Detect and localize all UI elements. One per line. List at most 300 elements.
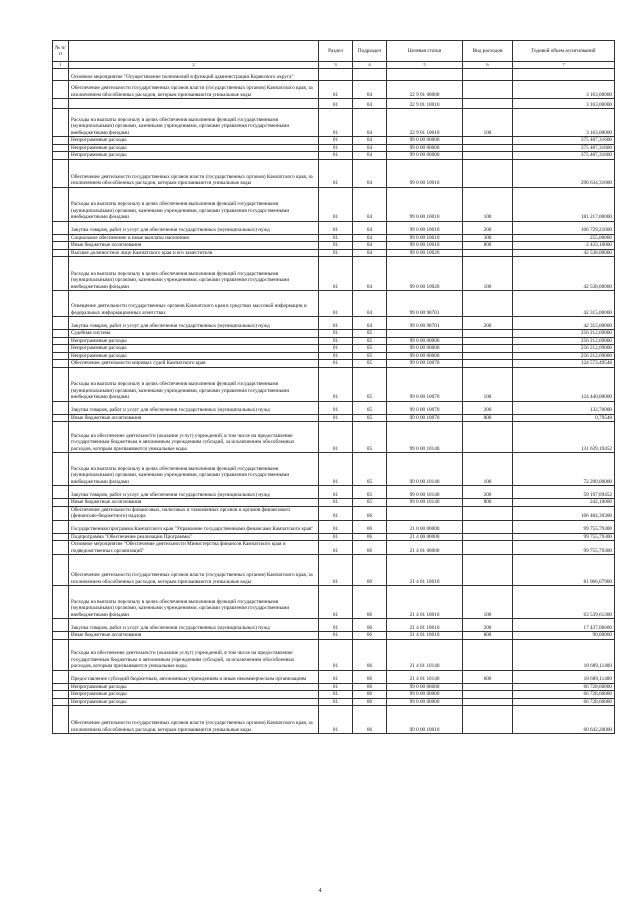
row-sum-cell: 66 728,60000 <box>513 691 615 699</box>
row-vr-cell: 800 <box>463 242 513 250</box>
row-sum-cell: 124 573,49548 <box>513 360 615 368</box>
row-csr-cell: 99 0 00 00000 <box>387 137 463 145</box>
row-podrazdel-cell: 06 <box>353 506 387 520</box>
row-csr-cell: 99 0 00 10140 <box>387 499 463 507</box>
row-csr-cell: 99 0 00 10070 <box>387 360 463 368</box>
column-number: 2 <box>69 62 319 69</box>
table-row <box>53 337 615 345</box>
header-cell-csr: Целевая статья <box>387 41 463 62</box>
row-sum-cell: 90,00000 <box>513 632 615 640</box>
row-razdel-cell: 01 <box>319 541 353 555</box>
row-sum-cell: 255,00000 <box>513 234 615 242</box>
row-csr-cell: 21 4 00 00000 <box>387 533 463 541</box>
row-podrazdel-cell: 04 <box>353 257 387 291</box>
table-row <box>53 698 615 706</box>
row-number-cell <box>53 234 69 242</box>
row-razdel-cell: 01 <box>319 249 353 257</box>
row-vr-cell: 200 <box>463 317 513 330</box>
row-number-cell <box>53 137 69 145</box>
row-sum-cell: 99 755,79300 <box>513 541 615 555</box>
row-razdel-cell: 01 <box>319 109 353 137</box>
table-row <box>53 506 615 520</box>
row-podrazdel-cell: 06 <box>353 691 387 699</box>
row-number-cell <box>53 639 69 670</box>
table-row <box>53 691 615 699</box>
row-number-cell <box>53 249 69 257</box>
row-sum-cell: 256 212,69000 <box>513 345 615 353</box>
column-number: 7 <box>513 62 615 69</box>
row-csr-cell: 99 0 00 00000 <box>387 144 463 152</box>
row-razdel-cell: 01 <box>319 221 353 234</box>
row-name-cell: Расходы на обеспечение деятельности (оказание услуг) учреждений, в том числе на предоставление государственным бюджетным и автономным учреждениям субсидий, за исключением обособленных расходов, которым присваиваются уникальные коды <box>69 639 319 670</box>
row-number-cell <box>53 221 69 234</box>
row-csr-cell: 99 0 00 98701 <box>387 291 463 317</box>
table-row <box>53 242 615 250</box>
row-sum-cell: 256 212,69000 <box>513 330 615 338</box>
row-name-cell: Иные бюджетные ассигнования <box>69 414 319 422</box>
row-number-cell <box>53 499 69 507</box>
row-podrazdel-cell: 04 <box>353 137 387 145</box>
row-sum-cell: 375 487,31600 <box>513 137 615 145</box>
row-number-cell <box>53 506 69 520</box>
table-row <box>53 453 615 486</box>
row-name-cell: Судебная система <box>69 330 319 338</box>
row-podrazdel-cell: 04 <box>353 291 387 317</box>
row-podrazdel-cell: 04 <box>353 234 387 242</box>
row-sum-cell: 42 315,00000 <box>513 317 615 330</box>
row-name-cell: Непрограммные расходы <box>69 691 319 699</box>
row-number-cell <box>53 99 69 109</box>
row-name-cell: Расходы на выплаты персоналу в целях обеспечения выполнения функций государственными (муниципальными) органами, казенными учреждениями, органами управления государственными внебюджетными фондами <box>69 187 319 221</box>
row-vr-cell: 100 <box>463 187 513 221</box>
row-number-cell <box>53 706 69 734</box>
table-row <box>53 683 615 691</box>
row-number-cell <box>53 152 69 160</box>
header-cell-vr: Вид расходов <box>463 41 513 62</box>
table-row <box>53 706 615 734</box>
row-sum-cell: 60 642,20000 <box>513 706 615 734</box>
row-number-cell <box>53 360 69 368</box>
row-podrazdel-cell: 05 <box>353 422 387 453</box>
row-csr-cell: 22 9 01 00000 <box>387 81 463 99</box>
row-razdel-cell: 01 <box>319 234 353 242</box>
table-row <box>53 152 615 160</box>
row-podrazdel-cell: 06 <box>353 541 387 555</box>
table-row <box>53 352 615 360</box>
header-cell-sum: Годовой объем ассигнований <box>513 41 615 62</box>
row-csr-cell: 99 0 00 10140 <box>387 486 463 499</box>
row-razdel-cell: 01 <box>319 414 353 422</box>
column-number: 5 <box>387 62 463 69</box>
row-csr-cell: 99 0 00 10070 <box>387 367 463 401</box>
row-razdel-cell: 01 <box>319 422 353 453</box>
table-row <box>53 330 615 338</box>
row-vr-cell <box>463 639 513 670</box>
row-vr-cell <box>463 520 513 533</box>
row-podrazdel-cell: 04 <box>353 317 387 330</box>
row-name-cell: Государственная программа Камчатского края "Управление государственными финансами Камчатского края" <box>69 520 319 533</box>
row-vr-cell <box>463 352 513 360</box>
row-podrazdel-cell: 04 <box>353 144 387 152</box>
row-name-cell: Высшее должностное лицо Камчатского края и его заместители <box>69 249 319 257</box>
row-podrazdel-cell: 06 <box>353 632 387 640</box>
row-razdel-cell: 01 <box>319 670 353 683</box>
table-row <box>53 81 615 99</box>
row-name-cell: Иные бюджетные ассигнования <box>69 632 319 640</box>
row-sum-cell: 181 217,00000 <box>513 187 615 221</box>
row-name-cell: Непрограммные расходы <box>69 345 319 353</box>
row-name-cell: Непрограммные расходы <box>69 137 319 145</box>
row-sum-cell: 66 728,60000 <box>513 683 615 691</box>
row-vr-cell <box>463 706 513 734</box>
row-razdel-cell <box>319 69 353 81</box>
row-vr-cell: 600 <box>463 670 513 683</box>
row-podrazdel-cell: 06 <box>353 533 387 541</box>
header-row <box>53 41 615 62</box>
row-vr-cell <box>463 152 513 160</box>
row-csr-cell: 99 0 00 10010 <box>387 221 463 234</box>
row-number-cell <box>53 352 69 360</box>
table-row <box>53 414 615 422</box>
row-number-cell <box>53 345 69 353</box>
row-number-cell <box>53 242 69 250</box>
row-name-cell: Расходы на выплаты персоналу в целях обеспечения выполнения функций государственными (муниципальными) органами, казенными учреждениями, органами управления государственными внебюджетными фондами <box>69 586 319 619</box>
row-sum-cell: 375 487,31600 <box>513 152 615 160</box>
row-name-cell: Подпрограмма "Обеспечение реализации Программы" <box>69 533 319 541</box>
row-number-cell <box>53 691 69 699</box>
row-vr-cell <box>463 137 513 145</box>
row-csr-cell: 21 4 01 10010 <box>387 619 463 632</box>
row-vr-cell <box>463 691 513 699</box>
page-number: 4 <box>318 888 322 894</box>
row-name-cell: Социальное обеспечение и иные выплаты населению <box>69 234 319 242</box>
row-vr-cell <box>463 159 513 187</box>
row-podrazdel-cell: 06 <box>353 706 387 734</box>
row-csr-cell: 99 0 00 10140 <box>387 422 463 453</box>
row-csr-cell <box>387 69 463 81</box>
row-name-cell: Освещение деятельности государственных органов Камчатского края в средствах массовой информации и федеральных информационных агентствах <box>69 291 319 317</box>
row-sum-cell: 3 163,00000 <box>513 109 615 137</box>
header-cell-podrazdel: Подраздел <box>353 41 387 62</box>
row-razdel-cell: 01 <box>319 330 353 338</box>
row-name-cell: Основное мероприятие "Осуществление полномочий в функций администрации Корякского округа" <box>69 69 319 81</box>
row-csr-cell: 99 0 00 10010 <box>387 187 463 221</box>
row-sum-cell: 256 212,69000 <box>513 352 615 360</box>
row-csr-cell <box>387 330 463 338</box>
table-row <box>53 257 615 291</box>
row-csr-cell: 99 0 00 10010 <box>387 706 463 734</box>
row-vr-cell <box>463 555 513 586</box>
row-podrazdel-cell: 04 <box>353 81 387 99</box>
table-row <box>53 520 615 533</box>
row-csr-cell: 21 4 01 10010 <box>387 586 463 619</box>
table-row <box>53 639 615 670</box>
row-csr-cell: 22 9 01 10010 <box>387 109 463 137</box>
row-vr-cell: 200 <box>463 619 513 632</box>
row-number-cell <box>53 317 69 330</box>
row-number-cell <box>53 337 69 345</box>
row-podrazdel-cell: 05 <box>353 330 387 338</box>
row-podrazdel-cell: 06 <box>353 698 387 706</box>
header-cell-number: № п/п <box>53 41 69 62</box>
row-vr-cell: 800 <box>463 632 513 640</box>
row-number-cell <box>53 144 69 152</box>
budget-table <box>52 40 615 734</box>
row-name-cell: Расходы на выплаты персоналу в целях обеспечения выполнения функций государственными (муниципальными) органами, казенными учреждениями, органами управления государственными внебюджетными фондами <box>69 453 319 486</box>
row-csr-cell: 21 4 01 10140 <box>387 639 463 670</box>
row-name-cell: Непрограммные расходы <box>69 352 319 360</box>
column-number-row <box>53 62 615 69</box>
row-razdel-cell: 01 <box>319 337 353 345</box>
row-podrazdel-cell <box>353 69 387 81</box>
row-number-cell <box>53 401 69 414</box>
row-podrazdel-cell: 05 <box>353 499 387 507</box>
row-vr-cell <box>463 541 513 555</box>
row-razdel-cell: 01 <box>319 499 353 507</box>
row-number-cell <box>53 187 69 221</box>
row-razdel-cell: 01 <box>319 632 353 640</box>
row-vr-cell: 100 <box>463 367 513 401</box>
table-row <box>53 69 615 81</box>
row-name-cell: Обеспечение деятельности финансовых, налоговых и таможенных органов и органов финансового (финансово-бюджетного) надзора <box>69 506 319 520</box>
row-csr-cell: 99 0 00 10010 <box>387 242 463 250</box>
table-row <box>53 159 615 187</box>
row-name-cell: Непрограммные расходы <box>69 144 319 152</box>
row-podrazdel-cell: 04 <box>353 187 387 221</box>
table-row <box>53 619 615 632</box>
column-number: 6 <box>463 62 513 69</box>
table-row <box>53 291 615 317</box>
row-sum-cell: 375 487,31600 <box>513 144 615 152</box>
table-row <box>53 670 615 683</box>
row-sum-cell: 81 066,67900 <box>513 555 615 586</box>
row-number-cell <box>53 257 69 291</box>
row-razdel-cell: 01 <box>319 291 353 317</box>
row-razdel-cell: 01 <box>319 345 353 353</box>
row-vr-cell <box>463 533 513 541</box>
row-number-cell <box>53 81 69 99</box>
table-row <box>53 499 615 507</box>
row-vr-cell <box>463 81 513 99</box>
row-podrazdel-cell: 05 <box>353 486 387 499</box>
row-razdel-cell: 01 <box>319 691 353 699</box>
header-cell-razdel: Раздел <box>319 41 353 62</box>
row-sum-cell: 42 538,00000 <box>513 249 615 257</box>
row-csr-cell: 99 0 00 00000 <box>387 152 463 160</box>
row-name-cell: Закупка товаров, работ и услуг для обеспечения государственных (муниципальных) нужд <box>69 221 319 234</box>
row-name-cell: Закупка товаров, работ и услуг для обеспечения государственных (муниципальных) нужд <box>69 317 319 330</box>
row-csr-cell: 21 4 01 10140 <box>387 670 463 683</box>
table-row <box>53 345 615 353</box>
budget-rows <box>53 69 615 734</box>
row-csr-cell: 99 0 00 00000 <box>387 337 463 345</box>
row-podrazdel-cell: 06 <box>353 520 387 533</box>
row-razdel-cell: 01 <box>319 401 353 414</box>
row-name-cell: Иные бюджетные ассигнования <box>69 499 319 507</box>
row-number-cell <box>53 414 69 422</box>
row-podrazdel-cell: 05 <box>353 453 387 486</box>
row-name-cell: Обеспечение деятельности государственных органов власти (государственных органов) Камчатского края, за исключением обособленных расходов, которым присваиваются уникальные коды <box>69 81 319 99</box>
row-vr-cell: 200 <box>463 401 513 414</box>
table-row <box>53 137 615 145</box>
row-name-cell: Расходы на выплаты персоналу в целях обеспечения выполнения функций государственными (муниципальными) органами, казенными учреждениями, органами управления государственными внебюджетными фондами <box>69 367 319 401</box>
row-podrazdel-cell: 05 <box>353 337 387 345</box>
row-vr-cell <box>463 683 513 691</box>
row-podrazdel-cell: 04 <box>353 152 387 160</box>
row-csr-cell: 99 0 00 00000 <box>387 698 463 706</box>
row-podrazdel-cell: 06 <box>353 683 387 691</box>
row-podrazdel-cell: 05 <box>353 367 387 401</box>
row-podrazdel-cell: 04 <box>353 221 387 234</box>
row-number-cell <box>53 683 69 691</box>
row-name-cell: Непрограммные расходы <box>69 337 319 345</box>
row-razdel-cell: 01 <box>319 81 353 99</box>
row-razdel-cell: 01 <box>319 683 353 691</box>
row-razdel-cell: 01 <box>319 352 353 360</box>
row-csr-cell: 99 0 00 10020 <box>387 257 463 291</box>
row-vr-cell <box>463 360 513 368</box>
table-row <box>53 144 615 152</box>
row-vr-cell <box>463 698 513 706</box>
table-row <box>53 360 615 368</box>
table-row <box>53 234 615 242</box>
row-vr-cell <box>463 69 513 81</box>
row-sum-cell: 18 689,11400 <box>513 670 615 683</box>
row-number-cell <box>53 541 69 555</box>
row-razdel-cell: 01 <box>319 152 353 160</box>
row-razdel-cell: 01 <box>319 706 353 734</box>
row-sum-cell: 17 437,06600 <box>513 619 615 632</box>
row-csr-cell: 99 0 00 00000 <box>387 691 463 699</box>
row-vr-cell: 800 <box>463 499 513 507</box>
row-razdel-cell: 01 <box>319 698 353 706</box>
row-vr-cell <box>463 330 513 338</box>
row-number-cell <box>53 670 69 683</box>
row-sum-cell: 166 484,39300 <box>513 506 615 520</box>
row-sum-cell: 131 639,19452 <box>513 422 615 453</box>
table-row <box>53 486 615 499</box>
row-razdel-cell: 01 <box>319 619 353 632</box>
row-number-cell <box>53 632 69 640</box>
row-name-cell: Обеспечение деятельности государственных органов власти (государственных органов) Камчатского края, за исключением обособленных расходов, которым присваиваются уникальные коды <box>69 555 319 586</box>
row-csr-cell: 21 0 00 00000 <box>387 520 463 533</box>
row-number-cell <box>53 533 69 541</box>
table-row <box>53 401 615 414</box>
row-number-cell <box>53 698 69 706</box>
row-razdel-cell: 01 <box>319 137 353 145</box>
row-razdel-cell: 01 <box>319 520 353 533</box>
row-razdel-cell: 01 <box>319 533 353 541</box>
table-row <box>53 249 615 257</box>
row-name-cell: Иные бюджетные ассигнования <box>69 242 319 250</box>
row-name-cell: Непрограммные расходы <box>69 152 319 160</box>
row-number-cell <box>53 291 69 317</box>
table-row <box>53 221 615 234</box>
row-vr-cell: 800 <box>463 414 513 422</box>
row-name-cell: Обеспечение деятельности государственных органов власти (государственных органов) Камчатского края, за исключением обособленных расходов, которым присваиваются уникальные коды <box>69 706 319 734</box>
row-number-cell <box>53 586 69 619</box>
row-name-cell: Непрограммные расходы <box>69 698 319 706</box>
row-number-cell <box>53 619 69 632</box>
row-sum-cell: 106 729,21600 <box>513 221 615 234</box>
row-csr-cell: 21 4 01 00000 <box>387 541 463 555</box>
row-podrazdel-cell: 04 <box>353 159 387 187</box>
row-vr-cell <box>463 144 513 152</box>
table-row <box>53 109 615 137</box>
table-row <box>53 422 615 453</box>
row-csr-cell: 99 0 00 00000 <box>387 345 463 353</box>
row-name-cell: Обеспечение деятельности мировых судей Камчатского края <box>69 360 319 368</box>
row-csr-cell: 99 0 00 10070 <box>387 414 463 422</box>
column-number: 1 <box>53 62 69 69</box>
row-podrazdel-cell: 04 <box>353 99 387 109</box>
row-vr-cell: 300 <box>463 234 513 242</box>
row-sum-cell: 63 539,61300 <box>513 586 615 619</box>
table-row <box>53 632 615 640</box>
row-vr-cell <box>463 345 513 353</box>
row-sum-cell: 72 200,00000 <box>513 453 615 486</box>
row-number-cell <box>53 69 69 81</box>
row-name-cell: Непрограммные расходы <box>69 683 319 691</box>
row-vr-cell: 200 <box>463 221 513 234</box>
row-podrazdel-cell: 06 <box>353 586 387 619</box>
row-razdel-cell: 01 <box>319 486 353 499</box>
row-vr-cell: 100 <box>463 586 513 619</box>
row-sum-cell: 66 728,60000 <box>513 698 615 706</box>
row-razdel-cell: 01 <box>319 367 353 401</box>
row-sum-cell: 2 433,10000 <box>513 242 615 250</box>
row-podrazdel-cell: 05 <box>353 345 387 353</box>
row-name-cell: Закупка товаров, работ и услуг для обеспечения государственных (муниципальных) нужд <box>69 401 319 414</box>
row-vr-cell <box>463 337 513 345</box>
row-name-cell: Закупка товаров, работ и услуг для обеспечения государственных (муниципальных) нужд <box>69 619 319 632</box>
row-podrazdel-cell: 04 <box>353 249 387 257</box>
row-podrazdel-cell: 05 <box>353 414 387 422</box>
row-podrazdel-cell: 04 <box>353 109 387 137</box>
row-name-cell: Расходы на выплаты персоналу в целях обеспечения выполнения функций государственными (муниципальными) органами, казенными учреждениями, органами управления государственными внебюджетными фондами <box>69 257 319 291</box>
row-number-cell <box>53 422 69 453</box>
row-number-cell <box>53 453 69 486</box>
row-csr-cell: 99 0 00 10070 <box>387 401 463 414</box>
row-csr-cell: 99 0 00 98701 <box>387 317 463 330</box>
row-razdel-cell: 01 <box>319 317 353 330</box>
row-vr-cell: 200 <box>463 486 513 499</box>
row-razdel-cell: 01 <box>319 99 353 109</box>
row-number-cell <box>53 555 69 586</box>
row-podrazdel-cell: 05 <box>353 401 387 414</box>
row-razdel-cell: 01 <box>319 506 353 520</box>
row-sum-cell: 124 440,00000 <box>513 367 615 401</box>
row-podrazdel-cell: 05 <box>353 360 387 368</box>
row-razdel-cell: 01 <box>319 159 353 187</box>
table-row <box>53 99 615 109</box>
table-row <box>53 555 615 586</box>
table-row <box>53 586 615 619</box>
row-csr-cell: 99 0 00 00000 <box>387 352 463 360</box>
table-row <box>53 187 615 221</box>
row-number-cell <box>53 520 69 533</box>
row-vr-cell <box>463 422 513 453</box>
table-row <box>53 533 615 541</box>
row-sum-cell: 256 212,69000 <box>513 337 615 345</box>
row-sum-cell: 242,10000 <box>513 499 615 507</box>
row-number-cell <box>53 486 69 499</box>
row-sum-cell: 0,79548 <box>513 414 615 422</box>
row-vr-cell <box>463 99 513 109</box>
row-podrazdel-cell: 06 <box>353 555 387 586</box>
row-sum-cell <box>513 69 615 81</box>
row-sum-cell: 18 689,11400 <box>513 639 615 670</box>
